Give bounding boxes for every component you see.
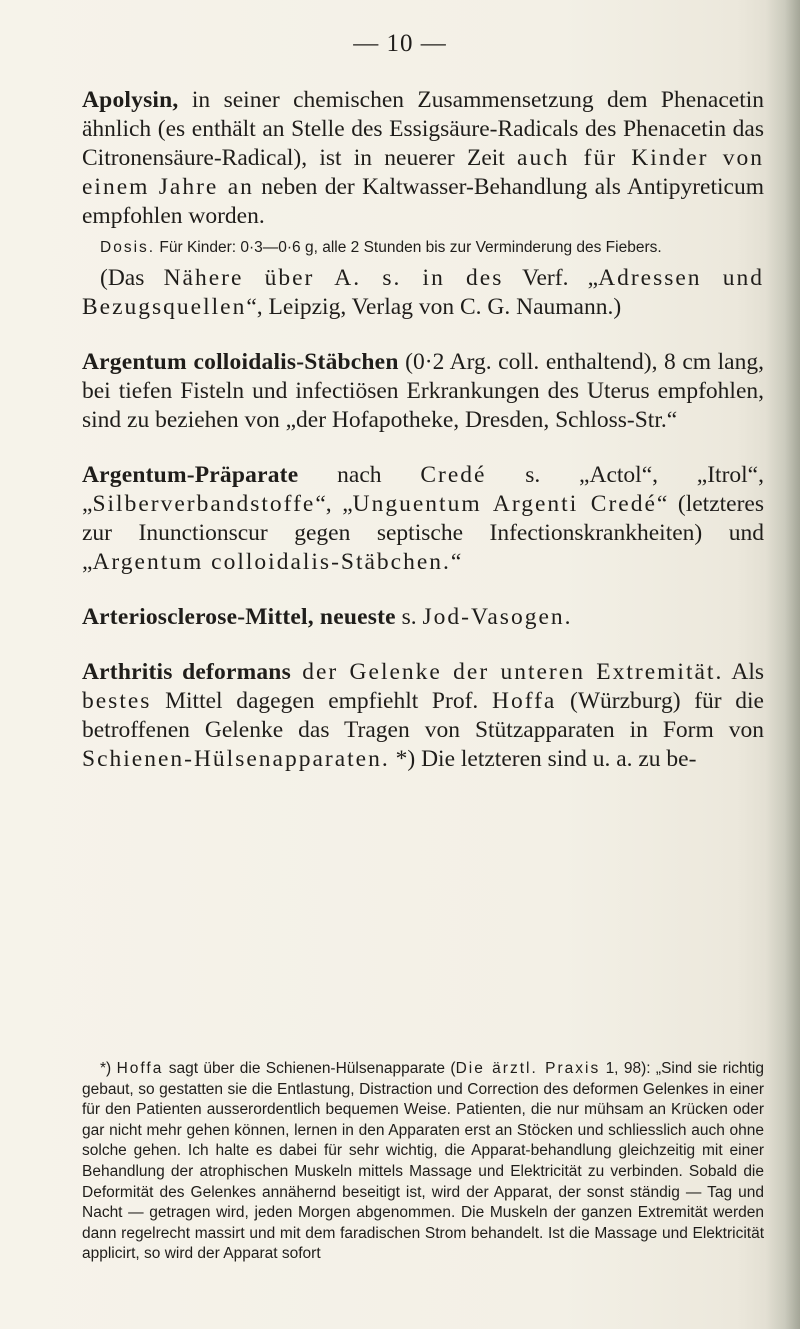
entry-text: Als (723, 659, 764, 685)
nahere-mid: Verf. „ (503, 265, 599, 291)
entry-spaced-text: Credé (420, 462, 487, 488)
dosis-note (82, 237, 764, 258)
nahere-open: (Das (100, 265, 164, 291)
adressen-title: Adressen und Bezugsquellen (82, 265, 764, 320)
entry-heading-argentum-colloidalis: Argentum colloidalis-Stäbchen (82, 349, 399, 375)
entry-heading-arthritis: Arthritis (82, 659, 173, 685)
entry-text: (0·2 Arg. coll. enthaltend), 8 cm lang, bei tiefen Fisteln und infectiösen Erkrankungen des Uterus empfohlen, sind zu beziehen von „der Hofapotheke, Dresden, Schloss-Str.“ (82, 349, 764, 433)
footnote (82, 1059, 764, 1265)
entry-apolysin (82, 86, 764, 231)
main-text (82, 86, 764, 774)
entry-text: “ (450, 549, 462, 575)
nahere-note (82, 264, 764, 322)
entry-argentum-colloidalis (82, 348, 764, 435)
entry-text: *) Die letzteren sind u. a. zu be- (389, 746, 697, 772)
footnote-marker: *) (100, 1060, 117, 1077)
entry-text: “ (letzteres zur Inunctionscur gegen septische Infectionskrankheiten) und „ (82, 491, 764, 575)
entry-text: Mittel dagegen empfiehlt Prof. (151, 688, 492, 714)
entry-heading-argentum-praeparate: Argentum-Präparate (82, 462, 299, 488)
entry-heading-suffix: deformans (172, 659, 291, 685)
entry-text: neben der Kaltwasser-Behandlung als Antipyreticum empfohlen worden. (82, 174, 764, 229)
entry-spaced-text: Unguentum Argenti Credé (352, 491, 657, 517)
page-edge-shadow (766, 0, 800, 1329)
entry-spaced-text: bestes (82, 688, 152, 714)
entry-arthritis (82, 658, 764, 774)
footnote-author: Hoffa (116, 1060, 164, 1077)
entry-spaced-text: Hoffa (491, 688, 557, 714)
entry-text: s. „Actol“, „Itrol“, „ (82, 462, 764, 517)
footnote-text: sagt über die Schienen-Hülsenapparate ( (163, 1060, 456, 1077)
entry-argentum-praeparate (82, 461, 764, 577)
footnote-source: Die ärztl. Praxis (455, 1060, 601, 1077)
entry-text: nach (298, 462, 421, 488)
entry-text: “, „ (315, 491, 353, 517)
nahere-end: “, Leipzig, Verlag von C. G. Naumann.) (246, 294, 622, 320)
entry-text: s. (395, 604, 423, 630)
entry-spaced-text: Schienen-Hülsenapparaten. (82, 746, 390, 772)
entry-spaced-text: Argentum colloidalis-Stäbchen. (92, 549, 451, 575)
entry-heading-arteriosclerose: Arteriosclerose-Mittel, (82, 604, 314, 630)
entry-spaced-text: Jod-Vasogen. (422, 604, 573, 630)
entry-spaced-text: auch für Kinder von einem Jahre an (82, 145, 764, 200)
dosis-label: Dosis. (100, 239, 156, 256)
entry-spaced-text: der Gelenke der unteren Extremität. (290, 659, 724, 685)
nahere-spaced: Nähere über A. s. in des (163, 265, 504, 291)
entry-spaced-text: Silberverbandstoffe (92, 491, 316, 517)
dosis-text: Für Kinder: 0·3—0·6 g, alle 2 Stunden bis zur Verminderung des Fiebers. (155, 239, 662, 256)
page-number: — 10 — (353, 30, 447, 57)
footnote-text: 1, 98): „Sind sie richtig gebaut, so gestatten sie die Entlastung, Distraction und Correction des deformen Gelenkes in einer für den Patienten ausserordentlich bequemen Weise. Patienten, die nur mühsam an Krücken oder gar nicht mehr gehen können, lernen in den Apparaten erst an Stöcken und schliesslich auch ohne solche gehen. Ich halte es dabei für sehr wichtig, die Apparat-behandlung gleichzeitig mit einer Behandlung der atrophischen Muskeln mittels Massage und Elektricität zu verbinden. Sobald die Deformität des Gelenkes annähernd beseitigt ist, wird der Apparat, der sonst ständig — Tag und Nacht — getragen wird, jeden Morgen abgenommen. Die Muskeln der ganzen Extremität werden dann regelrecht massirt und mit dem faradischen Strom behandelt. Ist die Massage und Elektricität applicirt, so wird der Apparat sofort (82, 1060, 764, 1263)
entry-text: in seiner chemischen Zusammensetzung dem Phenacetin ähnlich (es enthält an Stelle des Essigsäure-Radicals des Phenacetin das Citronensäure-Radical), ist in neuerer Zeit (82, 87, 764, 171)
entry-text: (Würzburg) für die betroffenen Gelenke das Tragen von Stützapparaten in Form von (82, 688, 764, 743)
entry-arteriosclerose (82, 603, 764, 632)
entry-heading-apolysin: Apolysin, (82, 87, 179, 113)
entry-heading-suffix: neueste (313, 604, 396, 630)
